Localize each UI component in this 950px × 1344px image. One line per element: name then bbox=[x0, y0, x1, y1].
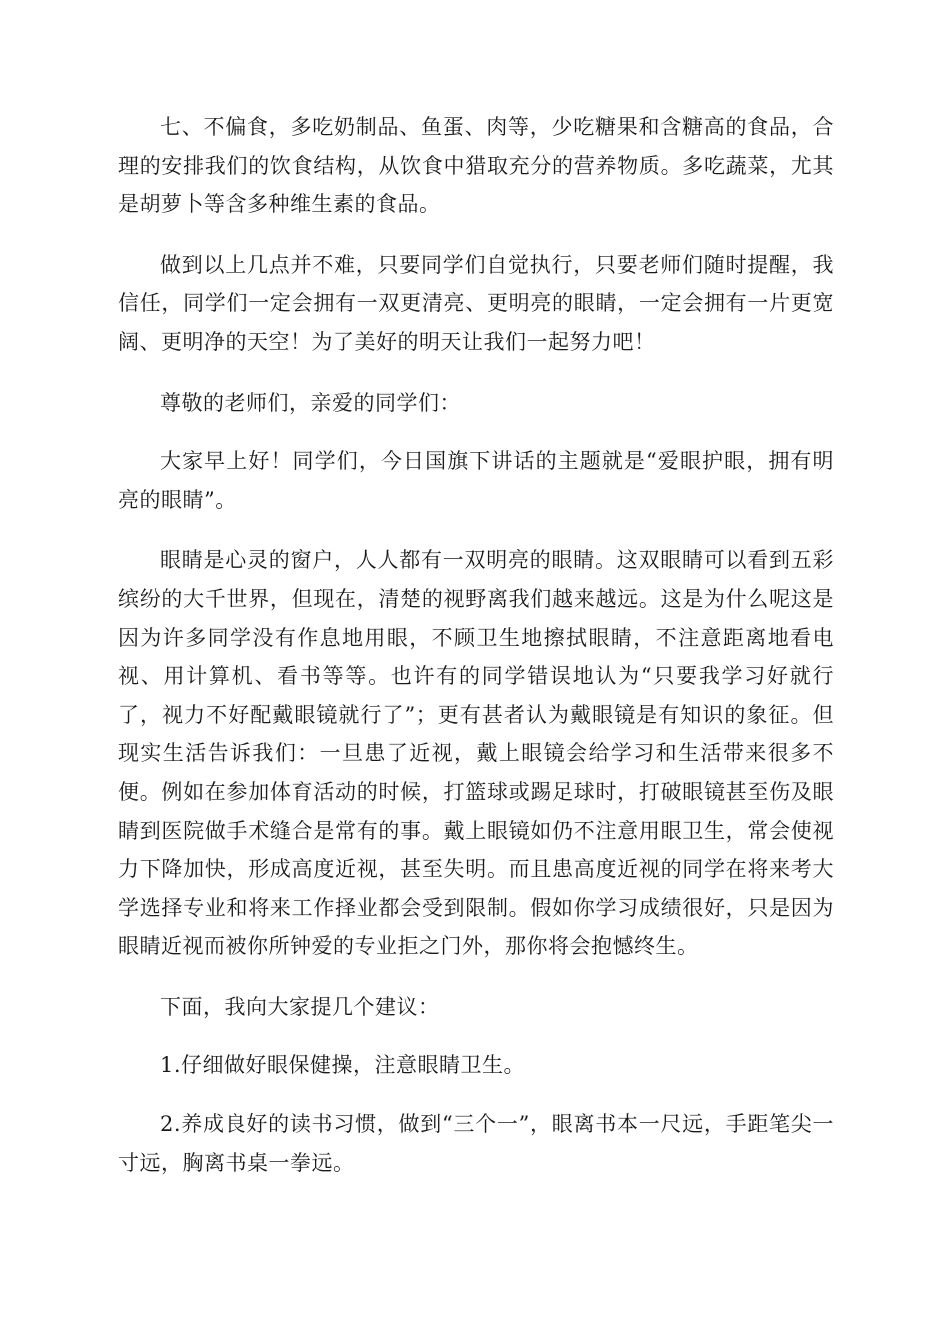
paragraph-greeting: 大家早上好！同学们，今日国旗下讲话的主题就是“爱眼护眼，拥有明亮的眼睛”。 bbox=[118, 449, 834, 512]
paragraph-diet-advice: 七、不偏食，多吃奶制品、鱼蛋、肉等，少吃糖果和含糖高的食品，合理的安排我们的饮食结构，从饮食中猎取充分的营养物质。多吃蔬菜，尤其是胡萝卜等含多种维生素的食品。 bbox=[118, 115, 834, 217]
document-page bbox=[118, 108, 834, 1204]
list-item-suggestion-2: 2.养成良好的读书习惯，做到“三个一”，眼离书本一尺远，手距笔尖一寸远，胸离书桌一拳远。 bbox=[118, 1112, 834, 1175]
list-item-suggestion-1: 1.仔细做好眼保健操，注意眼睛卫生。 bbox=[160, 1053, 526, 1078]
paragraph-salutation: 尊敬的老师们，亲爱的同学们： bbox=[160, 390, 461, 415]
paragraph-suggestions-intro: 下面，我向大家提几个建议： bbox=[160, 994, 440, 1019]
paragraph-conclusion: 做到以上几点并不难，只要同学们自觉执行，只要老师们随时提醒，我信任，同学们一定会拥有一双更清亮、更明亮的眼睛，一定会拥有一片更宽阔、更明净的天空！为了美好的明天让我们一起努力吧！ bbox=[118, 252, 834, 354]
paragraph-main-body: 眼睛是心灵的窗户，人人都有一双明亮的眼睛。这双眼睛可以看到五彩缤纷的大千世界，但现在，清楚的视野离我们越来越远。这是为什么呢这是因为许多同学没有作息地用眼，不顾卫生地擦拭眼睛，不注意距离地看电视、用计算机、看书等等。也许有的同学错误地认为“只要我学习好就行了，视力不好配戴眼镜就行了”；更有甚者认为戴眼镜是有知识的象征。但现实生活告诉我们：一旦患了近视，戴上眼镜会给学习和生活带来很多不便。例如在参加体育活动的时候，打篮球或踢足球时，打破眼镜甚至伤及眼睛到医院做手术缝合是常有的事。戴上眼镜如仍不注意用眼卫生，常会使视力下降加快，形成高度近视，甚至失明。而且患高度近视的同学在将来考大学选择专业和将来工作择业都会受到限制。假如你学习成绩很好，只是因为眼睛近视而被你所钟爱的专业拒之门外，那你将会抱憾终生。 bbox=[118, 548, 834, 959]
